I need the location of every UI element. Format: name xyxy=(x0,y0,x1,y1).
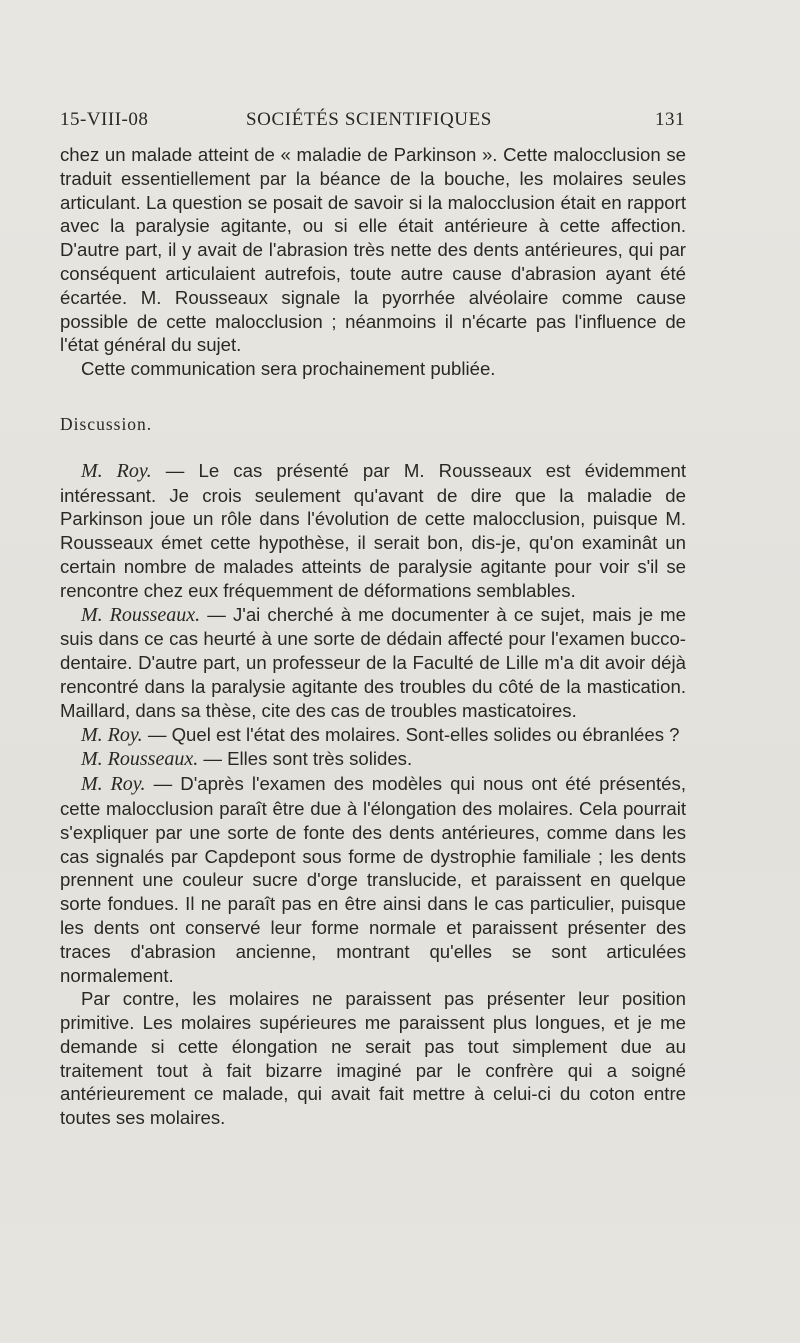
speaker-remark: — Elles sont très solides. xyxy=(203,748,413,770)
exchange-paragraph xyxy=(60,772,686,987)
paragraph: chez un malade atteint de « maladie de Parkinson ». Cette malocclusion se traduit essentiellement par la béance de la bouche, les molaires seules articulant. La question se posait de savoir si la malocclusion était en rapport avec la paralysie agitante, ou si elle était antérieure à cette affection. D'autre part, il y avait de l'abrasion très nette des dents antérieures, qui par conséquent articulaient autrefois, toute autre cause d'abrasion ayant été écartée. M. Rousseaux signale la pyorrhée alvéolaire comme cause possible de cette malocclusion ; néanmoins il n'écarte pas l'influence de l'état général du sujet. xyxy=(60,144,686,356)
speaker-name: M. Roy. xyxy=(81,773,146,796)
speaker-name: M. Rousseaux. xyxy=(81,748,199,771)
speaker-name: M. Roy. xyxy=(81,723,143,746)
page-number: 131 xyxy=(655,109,685,130)
speaker-remark: — Le cas présenté par M. Rousseaux est évidemment intéressant. Je crois seulement qu'avant de dire que la maladie de Parkinson joue un rôle dans l'évolution de cette malocclusion, puisque M. Rousseaux émet cette hypothèse, il serait bon, dis-je, qu'on examinât un certain nombre de malades atteints de paralysie agitante pour voir s'il se rencontre chez eux fréquemment de déformations semblables. xyxy=(60,459,687,601)
article-body xyxy=(60,143,686,1130)
exchange-paragraph xyxy=(60,603,686,723)
speaker-remark: — J'ai cherché à me documenter à ce sujet, mais je me suis dans ce cas heurté à une sorte de dédain affecté pour l'examen bucco-dentaire. D'autre part, un professeur de la Faculté de Lille m'a dit avoir déjà rencontré dans la paralysie agitante des troubles du côté de la mastication. Maillard, dans sa thèse, cite des cas de troubles masticatoires. xyxy=(60,603,686,721)
header-section-title: SOCIÉTÉS SCIENTIFIQUES xyxy=(246,109,492,130)
speaker-remark: — Quel est l'état des molaires. Sont-elles solides ou ébranlées ? xyxy=(147,723,680,745)
running-header xyxy=(60,109,685,135)
speaker-name: M. Rousseaux. xyxy=(81,603,201,626)
paragraph: Cette communication sera prochainement publiée. xyxy=(81,358,496,380)
closing-paragraph: Par contre, les molaires ne paraissent pas présenter leur position primitive. Les molaires supérieures me paraissent plus longues, et je me demande si cette élongation ne serait pas tout simplement due au traitement tout à fait bizarre imaginé par le confrère qui a soigné antérieurement ce malade, qui avait fait mettre à celui-ci du coton entre toutes ses molaires. xyxy=(60,988,686,1129)
speaker-remark: — D'après l'examen des modèles qui nous ont été présentés, cette malocclusion paraît être due à l'élongation des molaires. Cela pourrait s'expliquer par une sorte de fonte des dents antérieures, comme dans les cas signalés par Capdepont sous forme de dystrophie familiale ; les dents prennent une couleur sucre d'orge translucide, et paraissent en quelque sorte fondues. Il ne paraît pas en être ainsi dans le cas particulier, puisque les dents ont conservé leur forme normale et paraissent présenter des traces d'abrasion ancienne, montrant qu'elles se sont articulées normalement. xyxy=(60,773,686,986)
exchange-paragraph xyxy=(60,723,686,748)
exchange-paragraph xyxy=(60,747,686,772)
header-date: 15-VIII-08 xyxy=(60,109,149,130)
section-heading: Discussion. xyxy=(60,413,153,434)
exchange-paragraph xyxy=(60,459,686,603)
speaker-name: M. Roy. xyxy=(81,459,152,482)
